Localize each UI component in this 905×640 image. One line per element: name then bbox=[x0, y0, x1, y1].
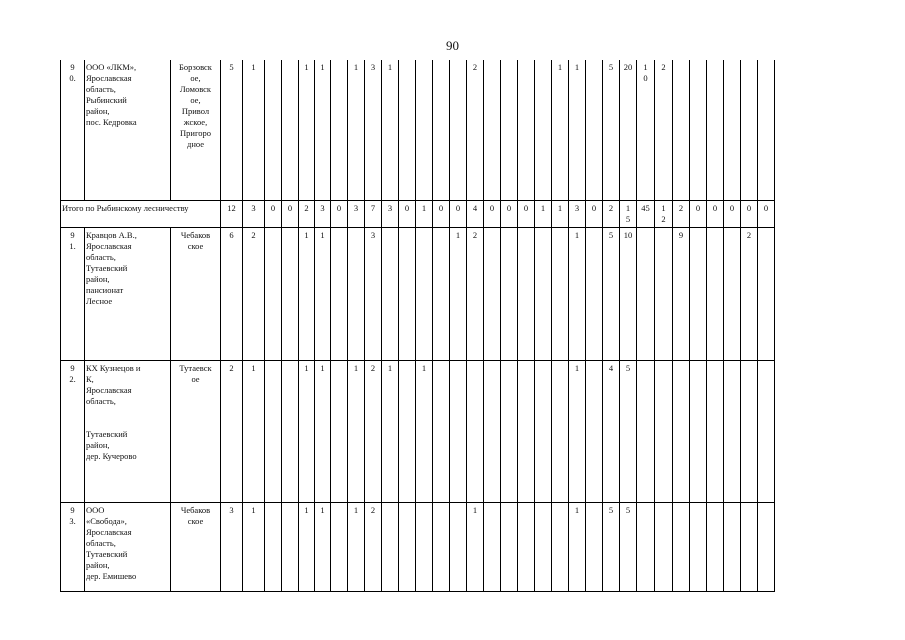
value-cell bbox=[569, 227, 586, 360]
value-text: 1 bbox=[304, 229, 309, 240]
value-cell bbox=[758, 227, 775, 360]
value-cell bbox=[365, 360, 382, 502]
value-text: 2 bbox=[304, 202, 309, 213]
value-cell bbox=[282, 60, 299, 200]
organization-name bbox=[85, 360, 171, 502]
value-cell bbox=[620, 200, 637, 227]
value-cell bbox=[501, 227, 518, 360]
value-cell bbox=[365, 227, 382, 360]
value-cell bbox=[315, 227, 331, 360]
row-number bbox=[61, 360, 85, 502]
value-cell bbox=[603, 60, 620, 200]
value-text: 0 bbox=[489, 202, 495, 213]
value-cell bbox=[265, 200, 282, 227]
value-cell bbox=[620, 60, 637, 200]
value-cell bbox=[299, 502, 315, 591]
value-cell bbox=[673, 502, 690, 591]
value-text: 1 bbox=[251, 62, 256, 72]
value-text: 3 bbox=[387, 202, 393, 213]
value-text: 2 bbox=[472, 229, 478, 240]
value-cell bbox=[690, 360, 707, 502]
value-cell bbox=[501, 200, 518, 227]
value-cell bbox=[569, 200, 586, 227]
ledger-body bbox=[61, 60, 775, 591]
value-text: 1 bbox=[421, 202, 427, 213]
value-cell bbox=[365, 200, 382, 227]
value-text: 2 bbox=[251, 229, 256, 240]
value-cell bbox=[484, 200, 501, 227]
value-cell bbox=[399, 360, 416, 502]
value-text: 1 bbox=[251, 362, 256, 373]
value-cell bbox=[741, 60, 758, 200]
value-cell bbox=[637, 360, 655, 502]
row-number bbox=[61, 227, 85, 360]
value-text: 0 bbox=[746, 202, 752, 213]
value-cell bbox=[331, 502, 348, 591]
value-cell bbox=[416, 60, 433, 200]
value-cell bbox=[282, 502, 299, 591]
value-cell bbox=[315, 360, 331, 502]
organization-name bbox=[85, 502, 171, 591]
value-text: 0 bbox=[506, 202, 512, 213]
value-cell bbox=[282, 200, 299, 227]
value-cell bbox=[382, 227, 399, 360]
value-cell bbox=[724, 200, 741, 227]
value-text: 1 bbox=[353, 62, 359, 72]
value-cell bbox=[450, 227, 467, 360]
value-cell bbox=[552, 227, 569, 360]
value-cell bbox=[450, 502, 467, 591]
value-cell bbox=[467, 360, 484, 502]
value-cell bbox=[535, 502, 552, 591]
value-text: 1 bbox=[472, 504, 478, 515]
value-cell bbox=[282, 360, 299, 502]
value-text: 2 bbox=[608, 202, 614, 213]
value-cell bbox=[673, 227, 690, 360]
value-cell bbox=[467, 60, 484, 200]
value-cell bbox=[569, 60, 586, 200]
forestry-name-text: Борзовск oe, Ломовск oe, Привол жское, Пригоро дное bbox=[179, 62, 212, 149]
value-cell bbox=[484, 502, 501, 591]
value-cell bbox=[221, 502, 243, 591]
value-text: 1 bbox=[353, 504, 359, 515]
value-text: 0 bbox=[712, 202, 718, 213]
value-cell bbox=[382, 60, 399, 200]
value-cell bbox=[484, 227, 501, 360]
forestry-name-text: Тутаевск oe bbox=[179, 362, 212, 384]
value-cell bbox=[690, 200, 707, 227]
value-cell bbox=[299, 360, 315, 502]
value-cell bbox=[382, 360, 399, 502]
value-cell bbox=[416, 360, 433, 502]
table-row bbox=[61, 227, 775, 360]
value-text: 0 bbox=[523, 202, 529, 213]
value-cell bbox=[365, 502, 382, 591]
value-cell bbox=[655, 502, 673, 591]
value-cell bbox=[348, 502, 365, 591]
value-cell bbox=[433, 502, 450, 591]
value-text: 0 bbox=[336, 202, 342, 213]
value-cell bbox=[690, 227, 707, 360]
ledger-table bbox=[60, 60, 775, 592]
value-cell bbox=[282, 227, 299, 360]
value-cell bbox=[535, 360, 552, 502]
value-cell bbox=[620, 227, 637, 360]
value-cell bbox=[450, 200, 467, 227]
forestry-name bbox=[171, 502, 221, 591]
value-cell bbox=[724, 60, 741, 200]
value-cell bbox=[348, 60, 365, 200]
value-text: 1 bbox=[387, 362, 393, 373]
value-cell bbox=[348, 227, 365, 360]
value-cell bbox=[433, 360, 450, 502]
value-cell bbox=[518, 200, 535, 227]
forestry-name bbox=[171, 60, 221, 200]
value-cell bbox=[243, 227, 265, 360]
value-text: 1 bbox=[320, 62, 325, 72]
forestry-name-text: Чебаков ское bbox=[180, 229, 211, 251]
value-text: 5 bbox=[229, 62, 234, 72]
value-text: 4 bbox=[472, 202, 478, 213]
value-cell bbox=[265, 502, 282, 591]
row-number-text: 9 0. bbox=[69, 62, 76, 83]
value-text: 1 bbox=[320, 362, 325, 373]
value-text: 1 bbox=[304, 504, 309, 515]
value-text: 5 bbox=[625, 362, 631, 373]
value-text: 2 bbox=[229, 362, 234, 373]
value-cell bbox=[399, 60, 416, 200]
value-cell bbox=[416, 200, 433, 227]
value-cell bbox=[467, 502, 484, 591]
value-text: 1 bbox=[387, 62, 393, 72]
value-text: 1 bbox=[320, 504, 325, 515]
organization-name-text: КХ Кузнецов и К, Ярославская область, Тутаевский район, дер. Кучерово bbox=[86, 362, 141, 461]
value-cell bbox=[265, 227, 282, 360]
total-label: Итого по Рыбинскому лесничеству bbox=[61, 200, 221, 227]
forestry-name bbox=[171, 227, 221, 360]
value-cell bbox=[586, 360, 603, 502]
row-number bbox=[61, 60, 85, 200]
value-text: 0 bbox=[591, 202, 597, 213]
value-cell bbox=[243, 360, 265, 502]
value-text: 1 bbox=[251, 504, 256, 515]
value-cell bbox=[603, 200, 620, 227]
value-cell bbox=[586, 200, 603, 227]
value-cell bbox=[552, 502, 569, 591]
value-text: 45 bbox=[641, 202, 650, 213]
value-cell bbox=[518, 502, 535, 591]
page-number: 90 bbox=[446, 38, 459, 53]
value-cell bbox=[620, 502, 637, 591]
value-cell bbox=[655, 227, 673, 360]
value-cell bbox=[569, 502, 586, 591]
value-text: 5 bbox=[608, 504, 614, 515]
value-cell bbox=[518, 360, 535, 502]
forestry-name bbox=[171, 360, 221, 502]
value-cell bbox=[603, 502, 620, 591]
value-text: 0 bbox=[287, 202, 293, 213]
value-text: 1 bbox=[320, 229, 325, 240]
value-cell bbox=[331, 60, 348, 200]
table-row bbox=[61, 60, 775, 200]
value-cell bbox=[331, 360, 348, 502]
forestry-name-text: Чебаков ское bbox=[180, 504, 211, 526]
value-cell bbox=[586, 60, 603, 200]
value-cell bbox=[552, 200, 569, 227]
value-text: 12 bbox=[227, 202, 236, 213]
value-cell bbox=[758, 502, 775, 591]
value-cell bbox=[501, 502, 518, 591]
organization-name-text: ООО «ЛКМ», Ярославская область, Рыбинский район, пос. Кедровка bbox=[86, 62, 137, 127]
value-text: 1 bbox=[574, 229, 580, 240]
value-text: 2 bbox=[661, 62, 666, 72]
table-row bbox=[61, 502, 775, 591]
value-cell bbox=[586, 502, 603, 591]
value-cell bbox=[433, 200, 450, 227]
value-text: 3 bbox=[370, 229, 376, 240]
total-row bbox=[61, 200, 775, 227]
value-cell bbox=[707, 200, 724, 227]
value-cell bbox=[484, 60, 501, 200]
value-text: 6 bbox=[229, 229, 234, 240]
value-cell bbox=[637, 227, 655, 360]
value-cell bbox=[620, 360, 637, 502]
value-text: 5 bbox=[608, 62, 614, 72]
value-text: 3 bbox=[229, 504, 234, 515]
value-cell bbox=[758, 360, 775, 502]
row-number-text: 9 2. bbox=[69, 362, 76, 384]
value-text: 1 2 bbox=[661, 202, 666, 224]
value-cell bbox=[758, 200, 775, 227]
value-text: 0 bbox=[763, 202, 769, 213]
value-cell bbox=[637, 502, 655, 591]
value-cell bbox=[501, 360, 518, 502]
value-cell bbox=[484, 360, 501, 502]
value-cell bbox=[299, 200, 315, 227]
value-text: 1 5 bbox=[625, 202, 631, 224]
value-cell bbox=[758, 60, 775, 200]
value-cell bbox=[265, 360, 282, 502]
value-cell bbox=[221, 60, 243, 200]
value-cell bbox=[569, 360, 586, 502]
value-cell bbox=[399, 200, 416, 227]
value-cell bbox=[690, 502, 707, 591]
value-text: 1 bbox=[557, 62, 563, 72]
value-cell bbox=[637, 200, 655, 227]
value-text: 1 0 bbox=[643, 62, 648, 83]
value-cell bbox=[331, 200, 348, 227]
organization-name-text: Кравцов А.В., Ярославская область, Тутаевский район, пансионат Лесное bbox=[86, 229, 137, 306]
value-text: 1 bbox=[353, 362, 359, 373]
value-text: 2 bbox=[746, 229, 752, 240]
value-cell bbox=[741, 360, 758, 502]
value-cell bbox=[243, 502, 265, 591]
value-cell bbox=[603, 227, 620, 360]
value-cell bbox=[535, 200, 552, 227]
value-cell bbox=[315, 502, 331, 591]
value-cell bbox=[467, 227, 484, 360]
value-text: 1 bbox=[455, 229, 461, 240]
value-cell bbox=[265, 60, 282, 200]
value-text: 2 bbox=[370, 362, 376, 373]
row-number-text: 9 3. bbox=[69, 504, 76, 526]
value-cell bbox=[603, 360, 620, 502]
value-text: 0 bbox=[455, 202, 461, 213]
value-cell bbox=[724, 227, 741, 360]
value-text: 1 bbox=[574, 362, 580, 373]
table-row bbox=[61, 360, 775, 502]
value-cell bbox=[637, 60, 655, 200]
value-cell bbox=[450, 360, 467, 502]
value-cell bbox=[467, 200, 484, 227]
value-cell bbox=[707, 502, 724, 591]
value-text: 0 bbox=[695, 202, 701, 213]
value-text: 1 bbox=[574, 62, 580, 72]
organization-name bbox=[85, 227, 171, 360]
value-text: 1 bbox=[557, 202, 563, 213]
value-cell bbox=[348, 360, 365, 502]
value-text: 9 bbox=[678, 229, 684, 240]
value-cell bbox=[433, 227, 450, 360]
value-cell bbox=[707, 360, 724, 502]
value-cell bbox=[382, 502, 399, 591]
value-cell bbox=[299, 60, 315, 200]
value-cell bbox=[221, 360, 243, 502]
value-text: 1 bbox=[304, 362, 309, 373]
value-cell bbox=[399, 227, 416, 360]
value-cell bbox=[741, 502, 758, 591]
value-cell bbox=[518, 227, 535, 360]
value-text: 2 bbox=[678, 202, 684, 213]
value-cell bbox=[552, 360, 569, 502]
value-cell bbox=[724, 502, 741, 591]
value-cell bbox=[707, 60, 724, 200]
value-text: 3 bbox=[574, 202, 580, 213]
value-cell bbox=[450, 60, 467, 200]
value-text: 2 bbox=[472, 62, 478, 72]
value-text: 3 bbox=[370, 62, 376, 72]
value-cell bbox=[416, 502, 433, 591]
value-cell bbox=[221, 227, 243, 360]
value-cell bbox=[690, 60, 707, 200]
value-cell bbox=[315, 200, 331, 227]
value-cell bbox=[535, 60, 552, 200]
value-cell bbox=[535, 227, 552, 360]
value-text: 4 bbox=[608, 362, 614, 373]
value-cell bbox=[399, 502, 416, 591]
value-text: 10 bbox=[623, 229, 633, 240]
value-text: 3 bbox=[320, 202, 325, 213]
value-text: 3 bbox=[251, 202, 256, 213]
value-cell bbox=[724, 360, 741, 502]
value-cell bbox=[673, 200, 690, 227]
value-cell bbox=[741, 227, 758, 360]
value-cell bbox=[586, 227, 603, 360]
organization-name bbox=[85, 60, 171, 200]
value-text: 0 bbox=[729, 202, 735, 213]
value-cell bbox=[243, 200, 265, 227]
value-cell bbox=[655, 60, 673, 200]
value-cell bbox=[348, 200, 365, 227]
value-text: 1 bbox=[304, 62, 309, 72]
value-text: 0 bbox=[404, 202, 410, 213]
value-text: 7 bbox=[370, 202, 376, 213]
value-text: 3 bbox=[353, 202, 359, 213]
value-text: 0 bbox=[438, 202, 444, 213]
value-cell bbox=[501, 60, 518, 200]
value-cell bbox=[331, 227, 348, 360]
value-cell bbox=[315, 60, 331, 200]
value-cell bbox=[741, 200, 758, 227]
value-cell bbox=[518, 60, 535, 200]
value-text: 5 bbox=[625, 504, 631, 515]
value-cell bbox=[299, 227, 315, 360]
value-text: 1 bbox=[574, 504, 580, 515]
row-number-text: 9 1. bbox=[69, 229, 76, 251]
value-cell bbox=[552, 60, 569, 200]
organization-name-text: ООО «Свобода», Ярославская область, Тутаевский район, дер. Емишево bbox=[86, 504, 137, 581]
value-text: 2 bbox=[370, 504, 376, 515]
value-cell bbox=[673, 360, 690, 502]
value-cell bbox=[243, 60, 265, 200]
value-text: 5 bbox=[608, 229, 614, 240]
row-number bbox=[61, 502, 85, 591]
value-cell bbox=[416, 227, 433, 360]
value-cell bbox=[655, 200, 673, 227]
value-text: 1 bbox=[540, 202, 546, 213]
value-cell bbox=[433, 60, 450, 200]
value-cell bbox=[365, 60, 382, 200]
value-text: 0 bbox=[270, 202, 276, 213]
value-cell bbox=[707, 227, 724, 360]
value-cell bbox=[221, 200, 243, 227]
value-text: 1 bbox=[421, 362, 427, 373]
value-cell bbox=[673, 60, 690, 200]
value-text: 20 bbox=[623, 62, 633, 72]
value-cell bbox=[382, 200, 399, 227]
value-cell bbox=[655, 360, 673, 502]
